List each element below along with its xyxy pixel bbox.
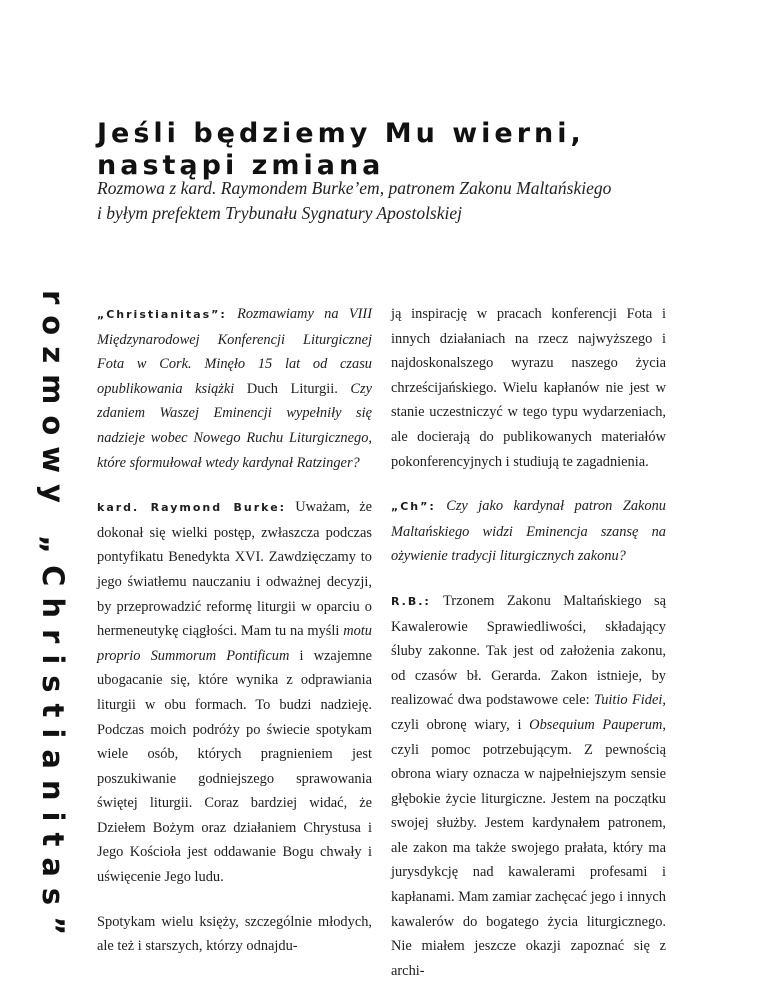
answer-text-cont: , czyli pomoc potrzebującym. Z pewnością obrona wiary oznacza w najpełniejszym sensie głębokie życie liturgiczne. Jestem na początku swojej służby. Jestem kardynałem patronem, ale zakon ma także swojego prałata, który ma jurysdykcję nad kawalerami profesami i kapłanami. Mam zamiar zachęcać jego i innych kawalerów do bogatego życia liturgicznego. Nie miałem jeszcze okazji zapoznać się z archi- [391, 716, 666, 979]
answer-1-paragraph-2 [97, 910, 372, 959]
speaker-label: „Christianitas”: [97, 308, 227, 321]
article-title: Jeśli będziemy Mu wierni, nastąpi zmiana [97, 118, 585, 181]
document-title: motu proprio Summorum Pontificum [97, 623, 372, 664]
answer-text-cont: , czyli obronę wiary, i [391, 692, 666, 733]
answer-text: Uważam, że dokonał się wielki postęp, zwłaszcza podczas pontyfikatu Benedykta XVI. Zawdzięczamy to jego światłemu nauczaniu i odważnej decyzji, by przeprowadzić reformę liturgii w oparciu o hermeneutykę ciągłości. Mam tu na myśli [97, 499, 372, 640]
book-title: Duch Liturgii. [246, 380, 338, 397]
answer-1 [97, 495, 372, 890]
section-sidebar [33, 290, 73, 947]
speaker-label: kard. Raymond Burke: [97, 501, 287, 515]
speaker-label: „Ch”: [391, 500, 436, 514]
answer-text-cont: i wzajemne ubogacanie się, które wynika z odprawiania liturgii w obu formach. To budzi nadzieję. Podczas moich podróży po świecie spotykam wiele osób, których pragnieniem jest poszukiwanie godniejszego sprawowania świętej liturgii. Coraz bardziej widać, że Dziełem Bożym oraz działaniem Chrystusa i Jego Kościoła jest oddawanie Bogu chwały i uświęcenie Jego ludu. [97, 647, 372, 886]
question-2 [391, 494, 666, 569]
subtitle-line-2: i byłym prefektem Trybunału Sygnatury Apostolskiej [97, 203, 463, 223]
answer-text: ją inspirację w pracach konferencji Fota i innych działaniach na rzecz najwyższego i najdoskonalszego wyrazu naszego życia chrześcijańskiego. Wielu kapłanów nie jest w stanie uczestniczyć w tego typu wydarzeniach, ale docierają do publikowanych materiałów pokonferencyjnych i studiują te zagadnienia. [391, 306, 666, 470]
answer-text: Trzonem Zakonu Maltańskiego są Kawalerowie Sprawiedliwości, składający śluby zakonne. Tak jest od założenia zakonu, od czasów bł. Gerarda. Zakon istnieje, by realizować dwa podstawowe cele: [391, 592, 666, 709]
answer-1-continued [391, 302, 666, 474]
question-text-cont: Czy zdaniem Waszej Eminencji wypełniły się nadzieje wobec Nowego Ruchu Liturgicznego, które sformułował wtedy kardynał Ratzinger? [97, 380, 372, 471]
question-text: Rozmawiamy na VIII Międzynarodowej Konferencji Liturgicznej Fota w Cork. Minęło 15 lat od czasu opublikowania książki [97, 306, 372, 397]
question-text: Czy jako kardynał patron Zakonu Maltańskiego widzi Eminencja szansę na ożywienie tradycji liturgicznych zakonu? [391, 498, 666, 565]
subtitle-line-1: Rozmowa z kard. Raymondem Burke’em, patronem Zakonu Maltańskiego [97, 178, 612, 198]
latin-term: Tuitio Fidei [594, 692, 663, 709]
article-subtitle [97, 176, 697, 226]
right-column [391, 302, 666, 1003]
speaker-label: R.B.: [391, 594, 431, 608]
answer-2 [391, 589, 666, 984]
answer-text: Spotykam wielu księży, szczególnie młodych, ale też i starszych, którzy odnajdu- [97, 913, 372, 955]
latin-term: Obsequium Pauperum [529, 716, 663, 733]
left-column [97, 302, 372, 979]
question-1 [97, 302, 372, 475]
section-label: rozmowy „Christianitas” [36, 290, 70, 947]
